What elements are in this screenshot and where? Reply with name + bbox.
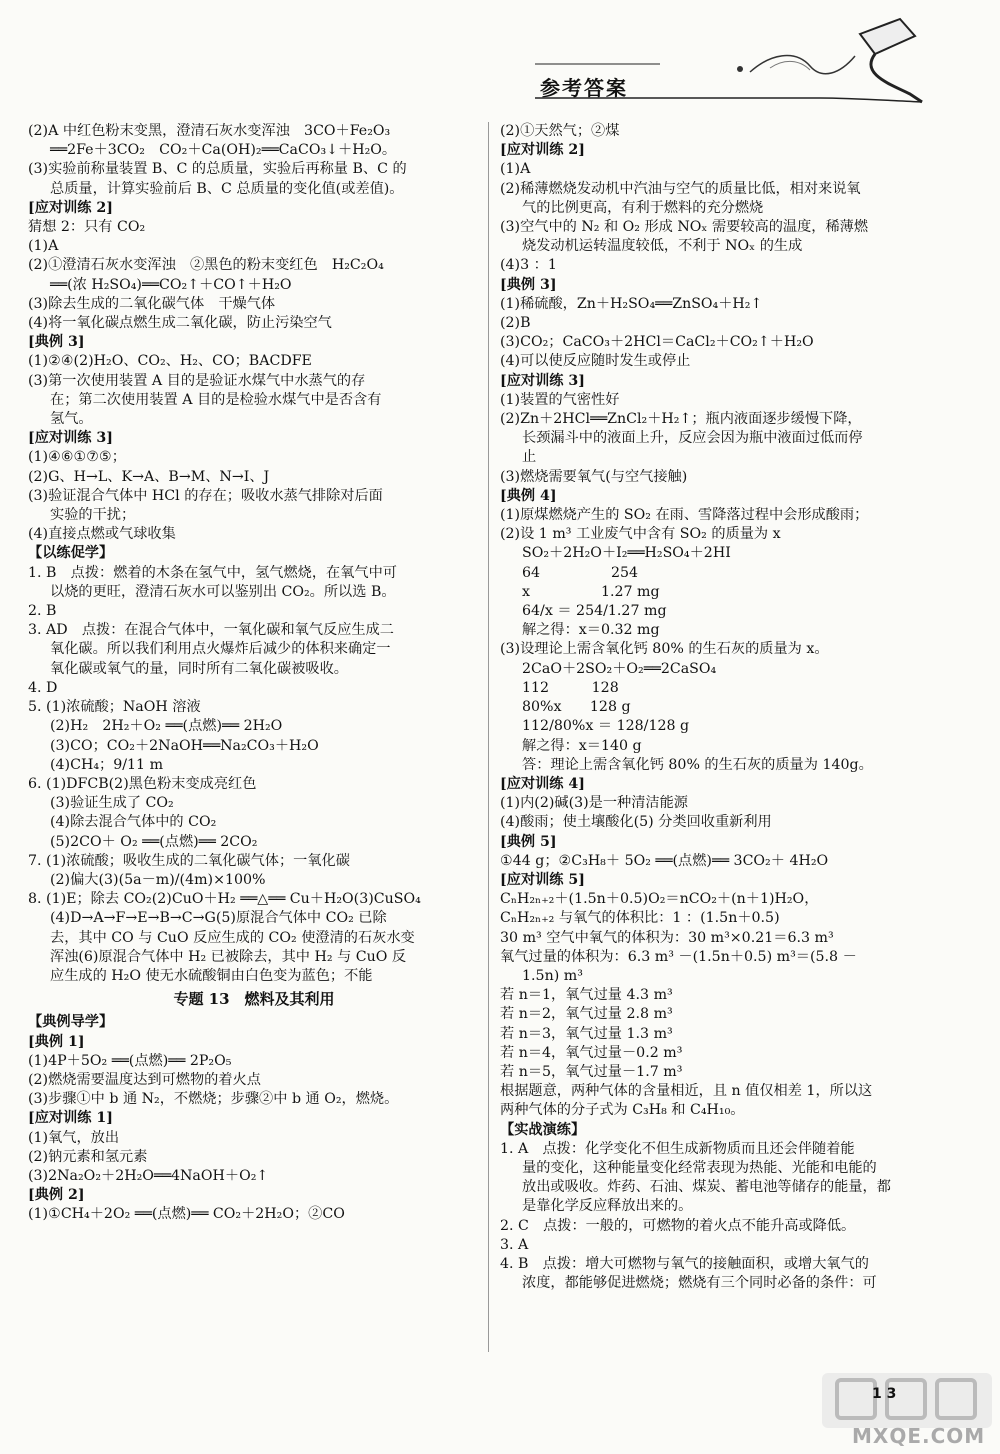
text-line: 总质量，计算实验前后 B、C 总质量的变化值(或差值)。 [50,180,404,197]
text-line: (1)①CH₄＋2O₂ ══(点燃)══ CO₂＋2H₂O；②CO [28,1206,345,1223]
text-line: (3)CO；CO₂＋2NaOH══Na₂CO₃＋H₂O [50,737,319,754]
text-line: 是靠化学反应释放出来的。 [522,1198,693,1215]
text-line: 112/80%x ＝ 128/128 g [522,718,690,735]
text-line: (2)Zn＋2HCl══ZnCl₂＋H₂↑；瓶内液面逐步缓慢下降， [500,411,862,428]
text-line: (2)①天然气；②煤 [500,123,620,139]
header-title: 参考答案 [540,76,628,100]
text-line: 若 n＝4，氧气过量－0.2 m³ [500,1044,683,1061]
text-line: (1)②④(2)H₂O、CO₂、H₂、CO；BACDFE [28,353,312,370]
text-line: (1)氧气，放出 [28,1129,120,1146]
text-line: (1)稀硫酸，Zn＋H₂SO₄══ZnSO₄＋H₂↑ [500,295,763,312]
text-line: (4)酸雨；使土壤酸化(5) 分类回收重新利用 [500,814,772,831]
section-heading: [应对训练 2] [500,142,585,159]
section-heading: [应对训练 5] [500,871,585,888]
text-line: (1)装置的气密性好 [500,391,620,408]
text-line: 2. C 点拨：一般的，可燃物的着火点不能升高或降低。 [500,1217,856,1234]
text-line: (3)除去生成的二氧化碳气体 干燥气体 [28,295,276,312]
text-line: 5. (1)浓硫酸；NaOH 溶液 [28,699,201,716]
section-heading: 【以练促学】 [28,545,114,562]
text-line: 30 m³ 空气中氧气的体积为：30 m³×0.21＝6.3 m³ [500,929,834,946]
text-line: 4. D [28,679,58,696]
text-line: x 1.27 mg [522,583,660,600]
section-heading: [应对训练 3] [500,372,585,389]
text-line: (1)内(2)碱(3)是一种清洁能源 [500,795,688,812]
text-line: (2)A 中红色粉末变黑，澄清石灰水变浑浊 3CO＋Fe₂O₃ [28,123,391,139]
text-line: (3)空气中的 N₂ 和 O₂ 形成 NOₓ 需要较高的温度，稀薄燃 [500,219,869,236]
text-line: SO₂＋2H₂O＋I₂══H₂SO₄＋2HI [522,545,731,562]
text-line: 112 128 [522,679,619,696]
text-line: 1.5n) m³ [522,967,583,984]
text-line: (2)H₂ 2H₂＋O₂ ══(点燃)══ 2H₂O [50,718,283,735]
text-line: 氧气过量的体积为：6.3 m³ －(1.5n＋0.5) m³＝(5.8 － [500,948,857,965]
text-line: (2)稀薄燃烧发动机中汽油与空气的质量比低，相对来说氧 [500,180,861,197]
text-line: (2)偏大(3)(5a－m)/(4m)×100% [50,871,266,888]
text-line: 80%x 128 g [522,699,631,716]
section-heading: [典例 3] [28,334,85,351]
text-line: (5)2CO＋ O₂ ══(点燃)══ 2CO₂ [50,833,258,850]
text-line: CₙH₂ₙ₊₂ 与氧气的体积比：1 ：(1.5n＋0.5) [500,910,780,927]
section-heading: 【实战演练】 [500,1121,586,1138]
text-line: (2)G、H→L、K→A、B→M、N→I、J [28,468,270,485]
text-line: 长颈漏斗中的液面上升，反应会因为瓶中液面过低而停 [522,430,863,447]
text-line: (1)④⑥①⑦⑤； [28,449,126,466]
text-line: 解之得：x＝0.32 mg [522,622,660,639]
text-line: 64/x ＝ 254/1.27 mg [522,603,667,620]
text-line: (2)B [500,315,531,332]
text-line: 放出或吸收。炸药、石油、煤炭、蓄电池等储存的能量，都 [522,1179,891,1196]
text-line: (3)CO₂；CaCO₃＋2HCl＝CaCl₂＋CO₂↑＋H₂O [500,334,814,351]
text-line: CₙH₂ₙ₊₂＋(1.5n＋0.5)O₂＝nCO₂＋(n＋1)H₂O， [500,891,819,908]
page-number: 1 3 [872,1386,897,1402]
text-line: 气的比例更高，有利于燃料的充分燃烧 [522,199,764,216]
text-line: (4)可以使反应随时发生或停止 [500,353,691,370]
text-line: (2)钠元素和氢元素 [28,1148,148,1165]
text-line: (3)实验前称量装置 B、C 的总质量，实验后再称量 B、C 的 [28,161,407,178]
text-line: ①44 g；②C₃H₈＋ 5O₂ ══(点燃)══ 3CO₂＋ 4H₂O [500,852,829,869]
section-heading: [典例 4] [500,487,557,504]
text-line: ══2Fe＋3CO₂ CO₂＋Ca(OH)₂══CaCO₃↓＋H₂O。 [50,142,397,159]
text-line: 64 254 [522,564,639,581]
text-line: 量的变化，这种能量变化经常表现为热能、光能和电能的 [522,1159,877,1176]
section-heading: [典例 1] [28,1033,85,1050]
text-line: 氧化碳。所以我们利用点火爆炸后减少的体积来确定一 [50,641,391,658]
text-line: 若 n＝5，氧气过量－1.7 m³ [500,1063,683,1080]
text-line: (2)燃烧需要温度达到可燃物的着火点 [28,1071,261,1088]
text-line: ══(浓 H₂SO₄)══CO₂↑＋CO↑＋H₂O [50,276,292,293]
text-line: (1)原煤燃烧产生的 SO₂ 在雨、雪降落过程中会形成酸雨； [500,507,869,524]
text-line: (2)①澄清石灰水变浑浊 ②黑色的粉末变红色 H₂C₂O₄ [28,257,384,274]
column-divider [488,122,489,1352]
text-line: 1. A 点拨：化学变化不但生成新物质而且还会伴随着能 [500,1140,855,1157]
text-line: 6. (1)DFCB(2)黑色粉末变成亮红色 [28,775,257,792]
text-line: 氧化碳或氧气的量，同时所有二氧化碳被吸收。 [50,660,348,677]
section-heading: [典例 2] [28,1187,85,1204]
text-line: 2. B [28,603,57,620]
text-line: 解之得：x＝140 g [522,737,642,754]
text-line: (4)直接点燃或气球收集 [28,526,176,543]
text-line: (1)A [500,161,531,178]
section-heading: 【典例导学】 [28,1014,114,1031]
text-line: 若 n＝3，氧气过量 1.3 m³ [500,1025,673,1042]
text-line: 2CaO＋2SO₂＋O₂══2CaSO₄ [522,660,717,677]
text-line: 3. A [500,1236,529,1253]
text-line: 应生成的 H₂O 使无水硫酸铜由白色变为蓝色；不能 [50,967,373,984]
section-heading: [典例 5] [500,833,557,850]
text-line: (3)验证生成了 CO₂ [50,795,174,812]
section-heading: [应对训练 1] [28,1110,113,1127]
text-line: (3)设理论上需含氧化钙 80% 的生石灰的质量为 x。 [500,641,829,658]
text-line: 1. B 点拨：燃着的木条在氢气中，氢气燃烧，在氧气中可 [28,564,397,581]
text-line: 在；第二次使用装置 A 目的是检验水煤气中是否含有 [50,391,382,408]
section-heading: [应对训练 4] [500,775,585,792]
text-line: 止 [522,449,537,466]
text-line: 答：理论上需含氧化钙 80% 的生石灰的质量为 140g。 [522,756,873,773]
text-line: 3. AD 点拨：在混合气体中，一氧化碳和氧气反应生成二 [28,622,394,639]
section-heading: 专题 13 燃料及其利用 [173,990,335,1009]
text-line: (4)3 ：1 [500,257,557,274]
left-column [28,122,480,1225]
watermark-url: MXQE.COM [852,1424,986,1448]
section-heading: [应对训练 3] [28,430,113,447]
text-line: (3)2Na₂O₂＋2H₂O══4NaOH＋O₂↑ [28,1167,269,1184]
text-line: 去，其中 CO 与 CuO 反应生成的 CO₂ 使澄清的石灰水变 [50,929,415,946]
text-line: 实验的干扰； [50,507,136,524]
text-line: (1)4P＋5O₂ ══(点燃)══ 2P₂O₅ [28,1052,232,1069]
text-line: 浓度，都能够促进燃烧；燃烧有三个同时必备的条件：可 [522,1275,877,1292]
text-line: (3)燃烧需要氧气(与空气接触) [500,468,688,485]
text-line: (4)D→A→F→E→B→C→G(5)原混合气体中 CO₂ 已除 [50,910,387,927]
text-line: 两种气体的分子式为 C₃H₈ 和 C₄H₁₀。 [500,1102,745,1119]
text-line: 猜想 2：只有 CO₂ [28,219,146,236]
right-column [500,122,952,1293]
text-line: 烧发动机运转温度较低，不利于 NOₓ 的生成 [522,238,803,255]
text-line: 8. (1)E；除去 CO₂(2)CuO＋H₂ ══△══ Cu＋H₂O(3)CuSO₄ [28,891,421,908]
text-line: 浑浊(6)原混合气体中 H₂ 已被除去，其中 H₂ 与 CuO 反 [50,948,407,965]
text-line: 7. (1)浓硫酸；吸收生成的二氧化碳气体；一氧化碳 [28,852,350,869]
text-line: (3)验证混合气体中 HCl 的存在；吸收水蒸气排除对后面 [28,487,383,504]
text-line: 根据题意，两种气体的含量相近，且 n 值仅相差 1，所以这 [500,1083,873,1100]
text-line: 若 n＝1，氧气过量 4.3 m³ [500,987,673,1004]
text-line: 若 n＝2，氧气过量 2.8 m³ [500,1006,673,1023]
text-line: 4. B 点拨：增大可燃物与氧气的接触面积，或增大氧气的 [500,1255,869,1272]
text-line: (4)除去混合气体中的 CO₂ [50,814,217,831]
text-line: (1)A [28,238,59,255]
text-line: (3)步骤①中 b 通 N₂，不燃烧；步骤②中 b 通 O₂，燃烧。 [28,1091,399,1108]
text-line: (4)CH₄；9/11 m [50,756,164,773]
section-heading: [应对训练 2] [28,199,113,216]
text-line: (3)第一次使用装置 A 目的是验证水煤气中水蒸气的存 [28,372,366,389]
text-line: 氢气。 [50,411,93,428]
text-line: (2)设 1 m³ 工业废气中含有 SO₂ 的质量为 x [500,526,781,543]
text-line: (4)将一氧化碳点燃生成二氧化碳，防止污染空气 [28,315,332,332]
text-line: 以烧的更旺，澄清石灰水可以鉴别出 CO₂。所以选 B。 [50,583,396,600]
section-heading: [典例 3] [500,276,557,293]
